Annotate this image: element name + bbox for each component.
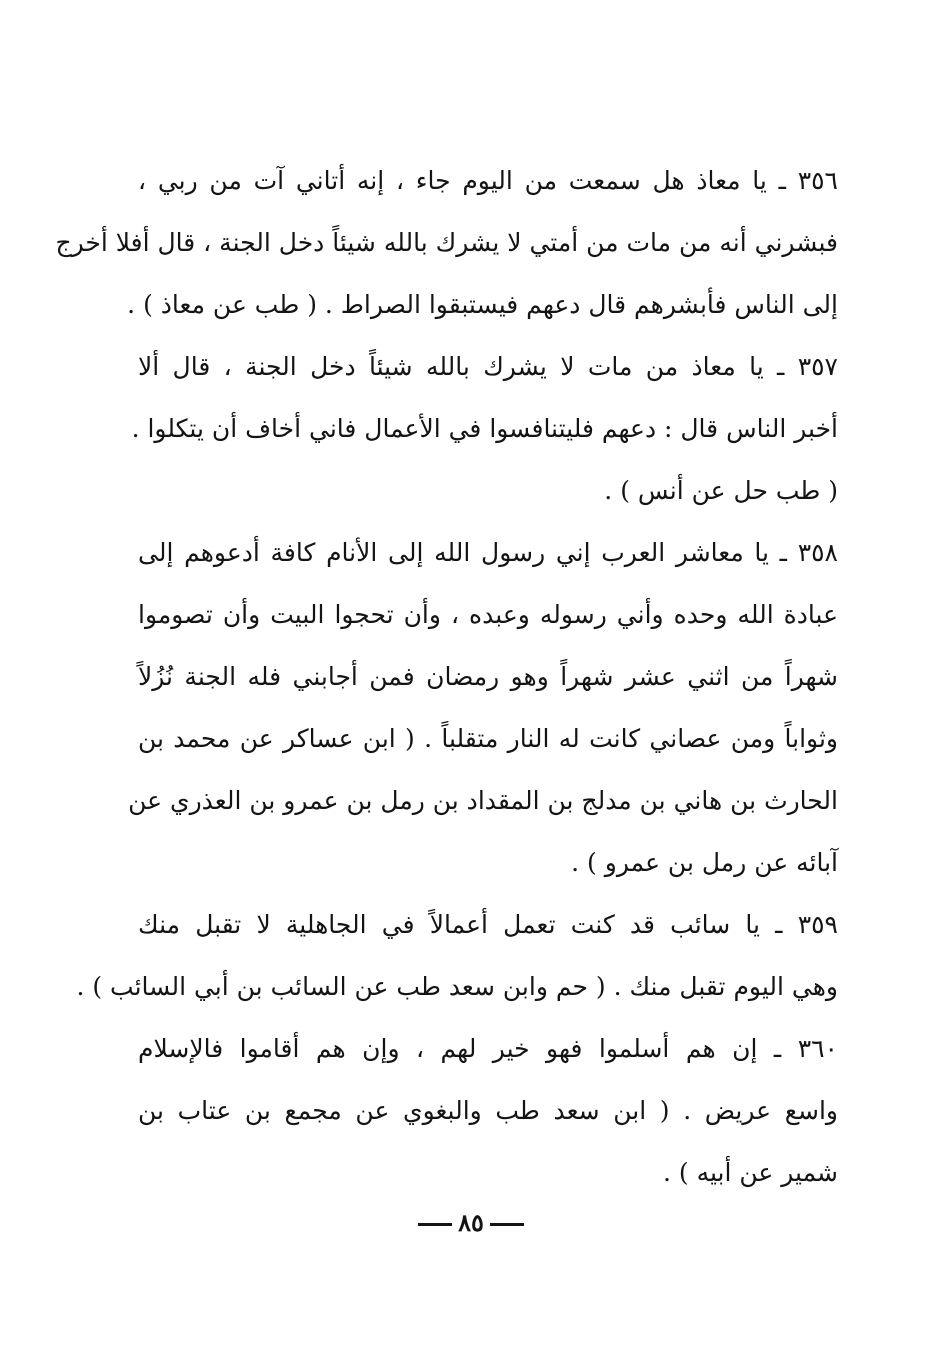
text-line: وهي اليوم تقبل منك . ( حم وابن سعد طب عن السائب بن أبي السائب ) . <box>76 972 838 1001</box>
text-line: ٣٥٧ ـ يا معاذ من مات لا يشرك بالله شيئاً دخل الجنة ، قال ألا <box>138 352 838 381</box>
text-line: ٣٥٦ ـ يا معاذ هل سمعت من اليوم جاء ، إنه أتاني آت من ربي ، <box>138 166 838 195</box>
hadith-text-block <box>55 150 838 1204</box>
dash-decoration <box>490 1223 524 1226</box>
text-line: ٣٥٨ ـ يا معاشر العرب إني رسول الله إلى الأنام كافة أدعوهم إلى <box>138 538 838 567</box>
hadith-356 <box>55 150 838 336</box>
text-line: فبشرني أنه من مات من أمتي لا يشرك بالله شيئاً دخل الجنة ، قال أفلا أخرج <box>55 228 838 257</box>
text-line: وثواباً ومن عصاني كانت له النار متقلباً . ( ابن عساكر عن محمد بن <box>138 724 838 753</box>
text-line: آبائه عن رمل بن عمرو ) . <box>571 848 838 877</box>
dash-decoration <box>418 1223 452 1226</box>
text-line: عبادة الله وحده وأني رسوله وعبده ، وأن تحجوا البيت وأن تصوموا <box>138 600 838 629</box>
text-line: ٣٦٠ ـ إن هم أسلموا فهو خير لهم ، وإن هم أقاموا فالإسلام <box>138 1034 838 1063</box>
text-line: واسع عريض . ( ابن سعد طب والبغوي عن مجمع بن عتاب بن <box>138 1096 838 1125</box>
text-line: إلى الناس فأبشرهم قال دعهم فيستبقوا الصراط . ( طب عن معاذ ) . <box>127 290 838 319</box>
page-number <box>0 1208 942 1237</box>
hadith-357 <box>131 336 838 522</box>
text-line: ٣٥٩ ـ يا سائب قد كنت تعمل أعمالاً في الجاهلية لا تقبل منك <box>138 910 838 939</box>
hadith-360 <box>138 1018 838 1204</box>
text-line: شمير عن أبيه ) . <box>662 1158 838 1187</box>
page-number-value: ٨٥ <box>458 1208 484 1237</box>
hadith-359 <box>76 894 838 1018</box>
text-line: شهراً من اثني عشر شهراً وهو رمضان فمن أجابني فله الجنة نُزُلاً <box>138 662 838 691</box>
text-line: أخبر الناس قال : دعهم فليتنافسوا في الأعمال فاني أخاف أن يتكلوا . <box>131 414 838 443</box>
text-line: ( طب حل عن أنس ) . <box>604 476 838 505</box>
text-line: الحارث بن هاني بن مدلج بن المقداد بن رمل بن عمرو بن العذري عن <box>128 786 838 815</box>
hadith-358 <box>128 522 838 894</box>
